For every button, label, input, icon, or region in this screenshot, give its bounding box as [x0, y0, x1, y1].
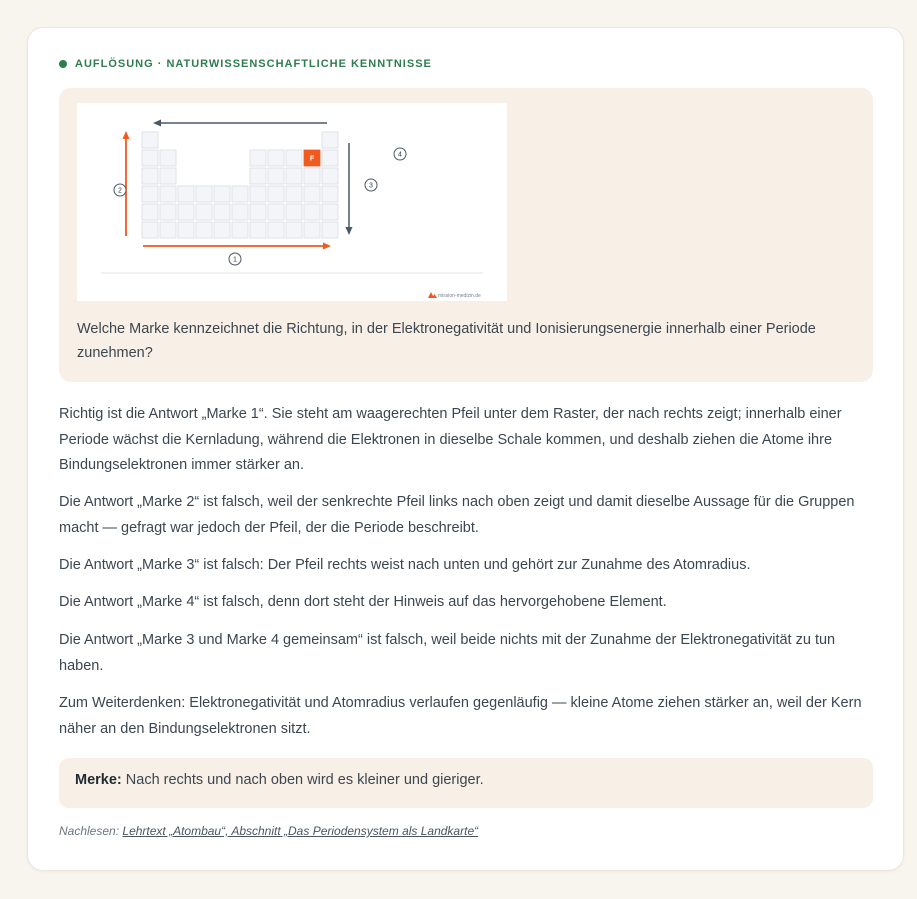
svg-text:1: 1: [233, 256, 237, 264]
element-cell: [286, 186, 302, 202]
element-cell: [250, 186, 266, 202]
element-cell: [232, 204, 248, 220]
further-reading-link[interactable]: Lehrtext „Atombau“, Abschnitt „Das Periodensystem als Landkarte“: [122, 824, 479, 838]
element-cell: [142, 168, 158, 184]
element-cell: [196, 222, 212, 238]
watermark: [428, 292, 481, 299]
periodic-table-figure: [77, 103, 507, 301]
answer-paragraph-2: Die Antwort „Marke 2“ ist falsch, weil der senkrechte Pfeil links nach oben zeigt und damit dieselbe Aussage für die Gruppen macht — gefragt war jedoch der Pfeil, der die Periode beschreibt.: [59, 494, 855, 536]
arrow-top-head: [153, 120, 161, 127]
element-cell: [160, 204, 176, 220]
arrow-left-head: [123, 131, 130, 139]
element-cell: [322, 222, 338, 238]
svg-text:3: 3: [369, 182, 373, 190]
element-cell: [286, 204, 302, 220]
element-cell: [250, 150, 266, 166]
element-cell: [286, 150, 302, 166]
element-cell: [142, 222, 158, 238]
answer-paragraph-1: Richtig ist die Antwort „Marke 1“. Sie steht am waagerechten Pfeil unter dem Raster, der nach rechts zeigt; innerhalb einer Periode wächst die Kernladung, während die Elektronen in dieselbe Schale kommen, und deshalb ziehen die Atome ihre Bindungselektronen immer stärker an.: [59, 406, 842, 473]
marker-2: [114, 184, 126, 196]
further-reading-label: Nachlesen:: [59, 824, 120, 838]
merke-label: Merke:: [75, 772, 122, 788]
marker-4: [394, 148, 406, 160]
element-cell: [160, 150, 176, 166]
element-cell: [142, 150, 158, 166]
element-cell: [268, 222, 284, 238]
element-cell: [196, 204, 212, 220]
status-dot-icon: [59, 60, 67, 68]
element-cell: [268, 204, 284, 220]
element-cell: [304, 222, 320, 238]
merke-box: [59, 758, 873, 808]
further-reading: [59, 824, 478, 838]
element-cell: [304, 168, 320, 184]
element-cell: [286, 168, 302, 184]
highlighted-element-label: F: [309, 155, 315, 163]
kicker-label: AUFLÖSUNG · NATURWISSENSCHAFTLICHE KENNTNISSE: [75, 58, 432, 70]
element-cell: [142, 186, 158, 202]
element-cell: [142, 204, 158, 220]
answer-paragraph-5: Die Antwort „Marke 3 und Marke 4 gemeinsam“ ist falsch, weil beide nichts mit der Zunahme der Elektronegativität zu tun haben.: [59, 632, 836, 674]
element-cell: [322, 204, 338, 220]
element-cell: [178, 204, 194, 220]
marker-1: [229, 253, 241, 265]
element-cell: [178, 222, 194, 238]
element-cell: [178, 186, 194, 202]
element-cell: [214, 204, 230, 220]
element-cell: [250, 204, 266, 220]
element-cell: [268, 186, 284, 202]
answer-paragraph-6: Zum Weiterdenken: Elektronegativität und Atomradius verlaufen gegenläufig — kleine Atome ziehen stärker an, weil der Kern näher an den Bindungselektronen sitzt.: [59, 695, 862, 737]
element-cell: [322, 150, 338, 166]
arrow-bottom-head: [323, 243, 331, 250]
svg-text:2: 2: [118, 187, 122, 195]
element-cell: [304, 186, 320, 202]
element-cell: [232, 222, 248, 238]
element-cell: [160, 168, 176, 184]
element-cell: [286, 222, 302, 238]
element-cell: [250, 168, 266, 184]
element-cell: [322, 186, 338, 202]
solution-card: [27, 27, 904, 871]
watermark-text: mission-medizin.de: [438, 293, 481, 299]
element-cell: [196, 186, 212, 202]
element-cell: [268, 168, 284, 184]
element-cell: [322, 168, 338, 184]
element-cell: [268, 150, 284, 166]
element-cell: [214, 222, 230, 238]
svg-text:4: 4: [398, 151, 402, 159]
periodic-table-diagram: [77, 103, 507, 301]
section-kicker: [59, 58, 432, 70]
answer-paragraph-4: Die Antwort „Marke 4“ ist falsch, denn dort steht der Hinweis auf das hervorgehobene Element.: [59, 594, 667, 610]
question-box: [59, 88, 873, 382]
element-cell: [160, 186, 176, 202]
element-cell: [322, 132, 338, 148]
marker-3: [365, 179, 377, 191]
table-grid: [142, 132, 338, 238]
element-cell: [142, 132, 158, 148]
element-cell: [160, 222, 176, 238]
answer-paragraph-3: Die Antwort „Marke 3“ ist falsch: Der Pfeil rechts weist nach unten und gehört zur Zunahme des Atomradius.: [59, 557, 751, 573]
merke-text: Nach rechts und nach oben wird es kleiner und gieriger.: [125, 772, 484, 788]
arrow-right-head: [346, 227, 353, 235]
question-text: Welche Marke kennzeichnet die Richtung, in der Elektronegativität und Ionisierungsenergie innerhalb einer Periode zunehmen?: [77, 321, 816, 361]
element-cell: [232, 186, 248, 202]
element-cell: [250, 222, 266, 238]
element-cell: [304, 204, 320, 220]
element-cell: [214, 186, 230, 202]
